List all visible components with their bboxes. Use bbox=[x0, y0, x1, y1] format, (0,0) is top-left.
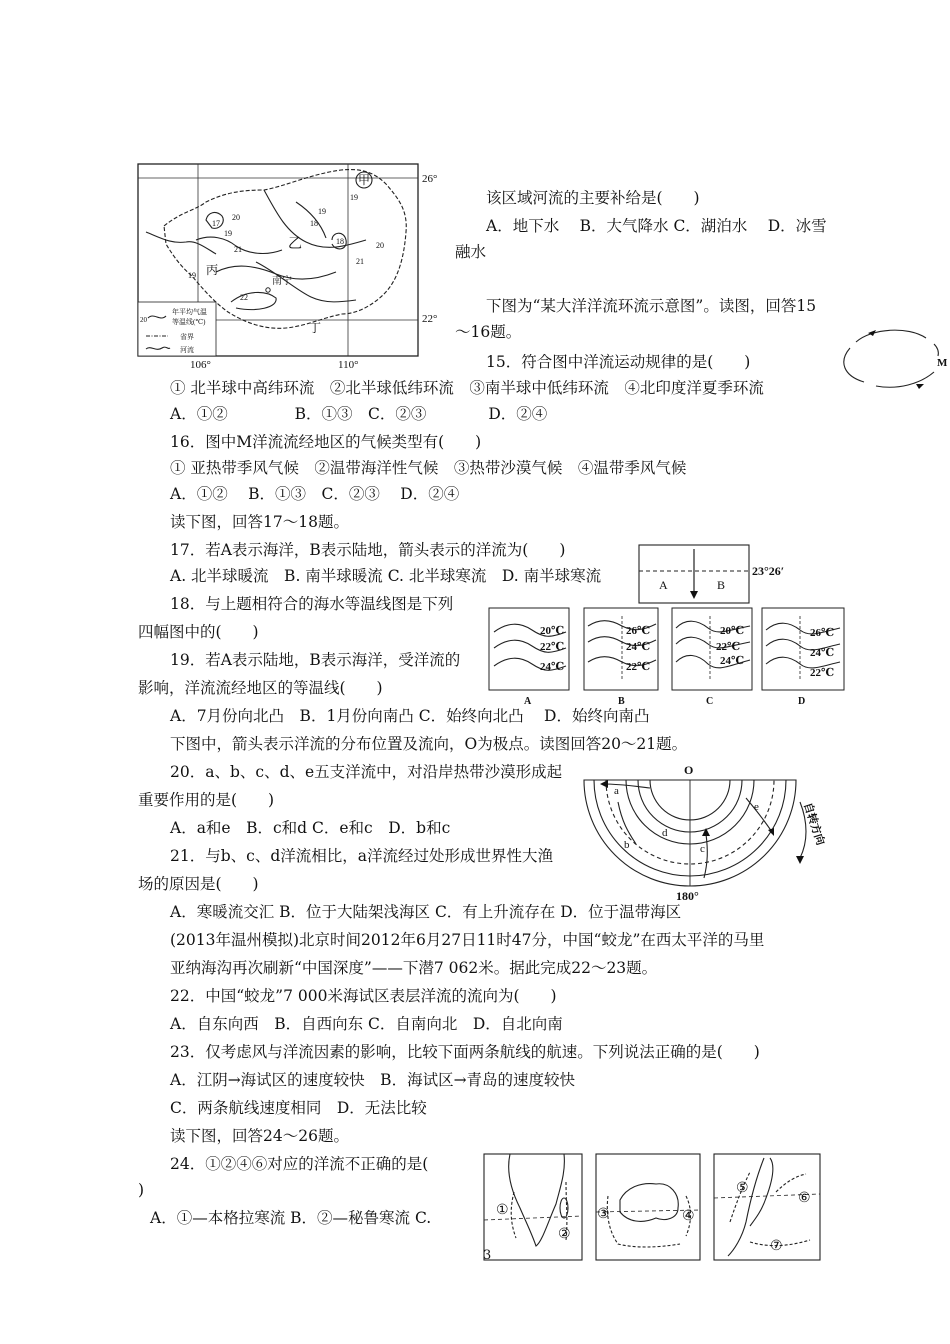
text-line: ～16题。 bbox=[455, 323, 522, 341]
isotherm-label: 20 bbox=[376, 241, 384, 250]
isotherm-label: 17 bbox=[212, 219, 220, 228]
lat-label: 26° bbox=[422, 173, 438, 185]
panel-b-label: B bbox=[618, 696, 625, 707]
panel-c-t3: 24℃ bbox=[720, 655, 745, 667]
isotherm-label: 21 bbox=[356, 257, 364, 266]
text-line: 21．与b、c、d洋流相比，a洋流经过处形成世界性大渔 bbox=[170, 847, 553, 865]
text-line: 18．与上题相符合的海水等温线图是下列 bbox=[170, 595, 454, 613]
text-line: 17．若A表示海洋，B表示陆地，箭头表示的洋流为( ) bbox=[170, 541, 566, 559]
text-line: ) bbox=[138, 1181, 145, 1199]
current-box-figure bbox=[638, 543, 808, 607]
text-line: 融水 bbox=[455, 243, 487, 261]
regional-map bbox=[136, 162, 456, 372]
map-label-ding: 丁 bbox=[309, 321, 322, 335]
panel-a bbox=[489, 608, 569, 707]
panel-d bbox=[762, 608, 844, 707]
text-line: A．①② B．①③ C．②③ D．②④ bbox=[170, 485, 460, 503]
text-line: A．a和e B．c和d C．e和c D．b和c bbox=[170, 819, 451, 837]
map-panel-2 bbox=[596, 1154, 700, 1260]
marker-1: ① bbox=[496, 1203, 509, 1218]
text-line: 20．a、b、c、d、e五支洋流中，对沿岸热带沙漠形成起 bbox=[170, 763, 563, 781]
text-line: A．①② B．①③ C．②③ D．②④ bbox=[170, 405, 548, 423]
current-d: d bbox=[662, 827, 668, 839]
panel-c-t2: 22℃ bbox=[716, 641, 741, 653]
lon-label: 110° bbox=[338, 359, 359, 371]
isotherm-label: 18 bbox=[310, 219, 318, 228]
text-line: A．7月份向北凸 B．1月份向南凸 C．始终向北凸 D．始终向南凸 bbox=[170, 707, 650, 725]
map-label-yi: 乙 bbox=[288, 237, 302, 252]
panel-a-t2: 22℃ bbox=[540, 641, 565, 653]
isotherm-label: 18 bbox=[336, 237, 344, 246]
panel-d-t1: 26℃ bbox=[810, 627, 835, 639]
text-line: 15．符合图中洋流运动规律的是( ) bbox=[486, 353, 751, 371]
text-line: 读下图，回答24～26题。 bbox=[170, 1127, 349, 1145]
current-c: c bbox=[700, 843, 705, 855]
legend-isotherm-text: 等温线(℃) bbox=[172, 318, 206, 326]
text-line: 读下图，回答17～18题。 bbox=[170, 513, 349, 531]
legend-border: 省界 bbox=[180, 333, 194, 341]
panel-c-t1: 20℃ bbox=[720, 625, 745, 637]
text-line: 下图为“某大洋洋流环流示意图”。读图，回答15 bbox=[486, 297, 817, 315]
marker-3: ③ bbox=[597, 1207, 610, 1222]
panel-d-t2: 24℃ bbox=[810, 647, 835, 659]
text-line: 重要作用的是( ) bbox=[138, 791, 275, 809]
text-line: 22．中国“蛟龙”7 000米海试区表层洋流的流向为( ) bbox=[170, 987, 557, 1005]
text-line: 场的原因是( ) bbox=[138, 875, 259, 893]
isotherm-label: 19 bbox=[224, 229, 232, 238]
current-a: a bbox=[614, 785, 619, 797]
lat-label: 22° bbox=[422, 313, 438, 325]
map-panel-3 bbox=[714, 1154, 820, 1260]
panel-a-label: A bbox=[524, 696, 532, 707]
panel-b-t2: 24℃ bbox=[626, 641, 651, 653]
bottom-label: 180° bbox=[676, 889, 699, 903]
text-line: 四幅图中的( ) bbox=[138, 623, 259, 641]
text-line: (2013年温州模拟)北京时间2012年6月27日11时47分，中国“蛟龙”在西太平洋的马里 bbox=[170, 931, 765, 949]
text-line: 23．仅考虑风与洋流因素的影响，比较下面两条航线的航速。下列说法正确的是( ) bbox=[170, 1043, 760, 1061]
text-line: 24．①②④⑥对应的洋流不正确的是( bbox=[170, 1155, 429, 1173]
pole-label-o: O bbox=[684, 763, 694, 777]
legend-river: 河流 bbox=[180, 346, 194, 354]
text-line: 下图中，箭头表示洋流的分布位置及流向，O为极点。读图回答20～21题。 bbox=[170, 735, 688, 753]
text-line: A．自东向西 B．自西向东 C．自南向北 D．自北向南 bbox=[170, 1015, 563, 1033]
box-label-b: B bbox=[717, 578, 726, 592]
panel-b bbox=[584, 608, 658, 707]
panel-b-t1: 26℃ bbox=[626, 625, 651, 637]
panel-c-label: C bbox=[706, 696, 714, 707]
text-line: A．寒暖流交汇 B．位于大陆架浅海区 C．有上升流存在 D．位于温带海区 bbox=[170, 903, 682, 921]
text-line: 16．图中M洋流流经地区的气候类型有( ) bbox=[170, 433, 482, 451]
marker-7: ⑦ bbox=[770, 1239, 783, 1254]
panel-a-t1: 20℃ bbox=[540, 625, 565, 637]
isotherm-panels bbox=[488, 606, 848, 708]
text-line: C．两条航线速度相同 D．无法比较 bbox=[170, 1099, 427, 1117]
text-line: ① 北半球中高纬环流 ②北半球低纬环流 ③南半球中低纬环流 ④北印度洋夏季环流 bbox=[170, 379, 764, 397]
page-number: 3 bbox=[483, 1248, 492, 1263]
marker-2: ② bbox=[558, 1227, 571, 1242]
gyre-label-m: M bbox=[937, 357, 948, 369]
map-label-nanning: 南宁 bbox=[272, 276, 292, 287]
panel-c bbox=[672, 608, 752, 707]
map-label-bing: 丙 bbox=[206, 263, 219, 277]
isotherm-label: 21 bbox=[234, 245, 242, 254]
current-maps bbox=[480, 1152, 830, 1262]
text-line: A. 北半球暖流 B. 南半球暖流 C. 北半球寒流 D. 南半球寒流 bbox=[170, 567, 602, 585]
isotherm-label: 22 bbox=[240, 293, 248, 302]
lon-label: 106° bbox=[190, 359, 211, 371]
text-line: ① 亚热带季风气候 ②温带海洋性气候 ③热带沙漠气候 ④温带季风气候 bbox=[170, 459, 687, 477]
marker-4: ④ bbox=[682, 1209, 695, 1224]
rotation-label: 自转方向 bbox=[801, 801, 827, 847]
text-line: 19．若A表示陆地，B表示海洋，受洋流的 bbox=[170, 651, 461, 669]
polar-currents-figure bbox=[578, 762, 828, 904]
text-line: A．①—本格拉寒流 B．②—秘鲁寒流 C. bbox=[150, 1209, 432, 1227]
box-lat-label: 23°26′ bbox=[752, 564, 785, 578]
marker-5: ⑤ bbox=[736, 1181, 749, 1196]
text-line: 影响，洋流流经地区的等温线( ) bbox=[138, 679, 383, 697]
current-b: b bbox=[624, 839, 630, 851]
text-line: A．地下水 B．大气降水 C．湖泊水 D．冰雪 bbox=[486, 217, 827, 235]
panel-a-t3: 24℃ bbox=[540, 661, 565, 673]
isotherm-label: 19 bbox=[318, 207, 326, 216]
text-line: 亚纳海沟再次刷新“中国深度”——下潜7 062米。据此完成22～23题。 bbox=[170, 959, 658, 977]
panel-d-label: D bbox=[798, 696, 806, 707]
text-line: A．江阴→海试区的速度较快 B．海试区→青岛的速度较快 bbox=[170, 1071, 576, 1089]
isotherm-label: 19 bbox=[188, 271, 196, 280]
text-line: 该区域河流的主要补给是( ) bbox=[486, 189, 700, 207]
box-label-a: A bbox=[659, 578, 668, 592]
gyre-diagram bbox=[838, 322, 948, 392]
isotherm-label: 19 bbox=[350, 193, 358, 202]
panel-b-t3: 22℃ bbox=[626, 661, 651, 673]
current-e: e bbox=[754, 801, 759, 813]
map-panel-1 bbox=[484, 1154, 582, 1260]
map-label-jia: 甲 bbox=[358, 173, 371, 187]
marker-6: ⑥ bbox=[798, 1191, 811, 1206]
panel-d-t3: 22℃ bbox=[810, 667, 835, 679]
legend-isotherm-text: 年平均气温 bbox=[172, 308, 207, 316]
isotherm-label: 20 bbox=[232, 213, 240, 222]
legend-isotherm-num: 20 bbox=[140, 316, 147, 324]
